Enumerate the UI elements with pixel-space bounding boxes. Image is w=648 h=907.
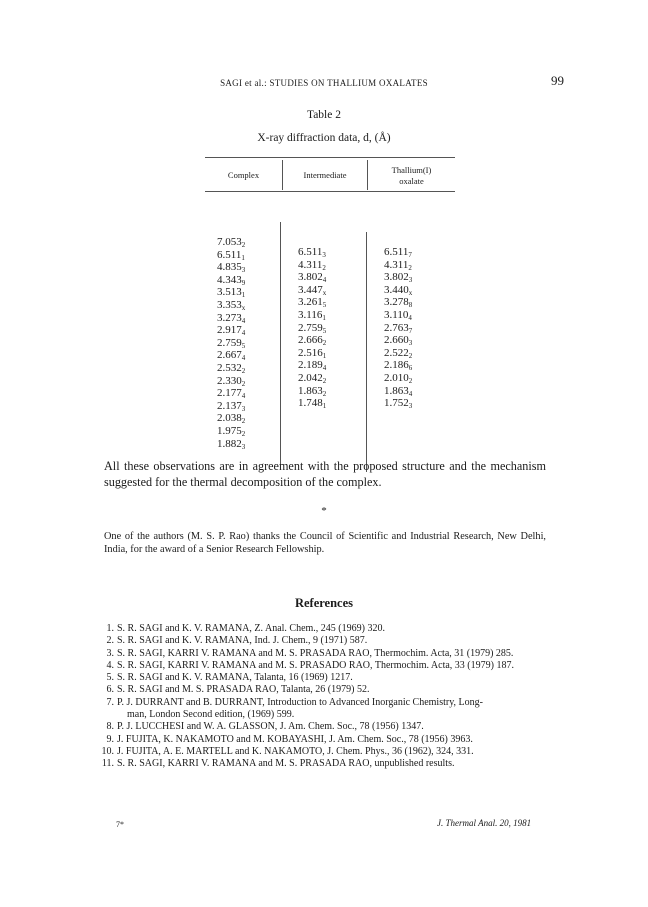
- reference-text: S. R. SAGI and K. V. RAMANA, Ind. J. Chem., 9 (1971) 587.: [117, 635, 368, 647]
- references-list: [101, 623, 554, 771]
- cell-value: 2.038: [217, 412, 242, 425]
- cell-value: 2.189: [298, 359, 323, 372]
- cell-value: 3.440: [384, 283, 409, 296]
- reference-text: P. J. DURRANT and B. DURRANT, Introduction to Advanced Inorganic Chemistry, Long-: [117, 696, 483, 708]
- reference-text: S. R. SAGI, KARRI V. RAMANA and M. S. PRASADO RAO, Thermochim. Acta, 33 (1979) 187.: [117, 659, 514, 671]
- table-header-rule: [205, 191, 455, 192]
- reference-number: 8.: [106, 721, 114, 733]
- table-cell: [384, 322, 412, 335]
- reference-number: 5.: [106, 672, 114, 684]
- cell-value: 2.137: [217, 399, 242, 412]
- cell-intensity: 5: [322, 301, 327, 310]
- acknowledgement: One of the authors (M. S. P. Rao) thanks the Council of Scientific and Industrial Research, New Delhi, India, for the award of a Senior Research Fellowship.: [104, 531, 546, 555]
- column-header-line: oxalate: [399, 176, 424, 186]
- footer-journal: J. Thermal Anal. 20, 1981: [437, 818, 532, 828]
- column-thallium-oxalate-values: [384, 246, 412, 410]
- table-cell: [217, 312, 245, 325]
- cell-intensity: 3: [408, 276, 413, 285]
- reference-text: J. FUJITA, K. NAKAMOTO and M. KOBAYASHI, J. Am. Chem. Soc., 78 (1956) 3963.: [117, 733, 473, 745]
- cell-value: 7.053: [217, 236, 242, 248]
- reference-number: 6.: [106, 684, 114, 696]
- cell-value: 4.311: [384, 258, 409, 271]
- cell-value: 2.763: [384, 321, 409, 334]
- table-cell: [217, 400, 245, 413]
- cell-value: 6.511: [384, 246, 409, 258]
- cell-value: 3.513: [217, 286, 242, 299]
- reference-text: P. J. LUCCHESI and W. A. GLASSON, J. Am. Chem. Soc., 78 (1956) 1347.: [117, 721, 424, 733]
- table-cell: [384, 309, 412, 322]
- body-paragraph: All these observations are in agreement with the proposed structure and the mechanism suggested for the thermal decomposition of the complex.: [104, 459, 546, 489]
- reference-number: 10.: [101, 745, 114, 757]
- table-cell: [384, 246, 412, 259]
- cell-value: 3.261: [298, 296, 323, 309]
- table-cell: [298, 334, 326, 347]
- cell-value: 1.863: [298, 384, 323, 397]
- cell-intensity: 2: [241, 241, 246, 249]
- table-cell: [217, 375, 245, 388]
- cell-intensity: 2: [322, 263, 326, 272]
- cell-intensity: 2: [241, 379, 246, 388]
- reference-number: 3.: [106, 647, 114, 659]
- table-cell: [298, 246, 326, 259]
- reference-text: S. R. SAGI, KARRI V. RAMANA and M. S. PRASADA RAO, Thermochim. Acta, 31 (1979) 285.: [117, 647, 514, 659]
- cell-value: 2.330: [217, 374, 242, 387]
- cell-intensity: 4: [322, 276, 327, 285]
- cell-intensity: 5: [241, 341, 246, 350]
- cell-intensity: x: [322, 288, 327, 297]
- reference-number: 2.: [106, 635, 114, 647]
- table-cell: [384, 296, 412, 309]
- cell-value: 1.975: [217, 424, 242, 437]
- cell-intensity: 4: [241, 354, 246, 363]
- table-cell: [217, 324, 245, 337]
- table-cell: [298, 309, 326, 322]
- table-cell: [298, 271, 326, 284]
- column-complex-values: [217, 236, 245, 450]
- cell-value: 4.835: [217, 261, 242, 274]
- cell-intensity: 4: [408, 313, 412, 322]
- table-cell: [298, 372, 326, 385]
- reference-item: [104, 648, 554, 660]
- cell-value: 3.802: [384, 271, 409, 284]
- page-number: 99: [551, 73, 564, 88]
- cell-value: 2.667: [217, 349, 242, 362]
- cell-intensity: 4: [241, 392, 246, 401]
- table-cell: [384, 385, 412, 398]
- cell-value: 3.116: [298, 308, 323, 321]
- footer-signature: 7*: [116, 820, 124, 829]
- reference-text: S. R. SAGI and M. S. PRASADA RAO, Talanta, 26 (1979) 52.: [117, 684, 370, 696]
- reference-text: S. R. SAGI, KARRI V. RAMANA and M. S. PRASADA RAO, unpublished results.: [117, 758, 455, 770]
- reference-number: 4.: [106, 659, 114, 671]
- cell-intensity: 2: [322, 389, 327, 398]
- reference-item: [104, 734, 554, 746]
- table-cell: [217, 249, 245, 262]
- table-caption: X-ray diffraction data, d, (Å): [257, 132, 391, 144]
- cell-intensity: 4: [322, 364, 327, 373]
- cell-intensity: 2: [408, 376, 413, 385]
- cell-value: 3.802: [298, 271, 323, 284]
- cell-value: 2.042: [298, 371, 323, 384]
- table-column-divider: [280, 222, 281, 464]
- table-cell: [384, 347, 412, 360]
- cell-intensity: 1: [322, 351, 327, 360]
- table-cell: [298, 296, 326, 309]
- reference-number: 7.: [106, 696, 114, 708]
- cell-value: 3.447: [298, 283, 323, 296]
- table-cell: [217, 412, 245, 425]
- table-cell: [298, 259, 326, 272]
- cell-value: 3.278: [384, 296, 409, 309]
- cell-intensity: 9: [241, 278, 246, 287]
- cell-value: 2.186: [384, 359, 409, 372]
- column-intermediate-values: [298, 246, 326, 410]
- column-header-line: Thallium(I): [391, 165, 432, 175]
- reference-item: [104, 672, 554, 684]
- column-header-thallium-oxalate: [368, 165, 455, 187]
- table-cell: [217, 274, 245, 287]
- table-cell: [384, 259, 412, 272]
- cell-value: 2.177: [217, 387, 242, 400]
- running-head: SAGI et al.: STUDIES ON THALLIUM OXALATES: [220, 78, 428, 88]
- references-heading: References: [294, 596, 354, 610]
- cell-intensity: 3: [241, 266, 246, 275]
- cell-value: 2.516: [298, 346, 323, 359]
- table-cell: [384, 334, 412, 347]
- cell-intensity: 2: [322, 339, 327, 348]
- section-separator: *: [321, 505, 327, 517]
- cell-intensity: 4: [408, 389, 413, 398]
- table-cell: [298, 284, 326, 297]
- cell-value: 1.748: [298, 397, 323, 410]
- cell-value: 3.353: [217, 298, 242, 311]
- reference-item: [104, 660, 554, 672]
- table-cell: [384, 271, 412, 284]
- cell-value: 6.511: [298, 246, 323, 258]
- table-cell: [298, 322, 326, 335]
- cell-value: 1.752: [384, 397, 409, 410]
- cell-intensity: 2: [408, 263, 412, 272]
- reference-text: J. FUJITA, A. E. MARTELL and K. NAKAMOTO, J. Chem. Phys., 36 (1962), 324, 331.: [117, 745, 474, 757]
- reference-item: [104, 635, 554, 647]
- cell-value: 1.863: [384, 384, 409, 397]
- cell-value: 2.759: [217, 336, 242, 349]
- cell-intensity: 2: [241, 429, 246, 438]
- reference-item: [104, 721, 554, 733]
- cell-intensity: 3: [241, 442, 246, 451]
- table-cell: [298, 385, 326, 398]
- cell-intensity: 1: [241, 253, 245, 262]
- table-title: Table 2: [306, 109, 341, 121]
- cell-intensity: 7: [408, 326, 413, 335]
- table-cell: [217, 299, 245, 312]
- table-cell: [217, 425, 245, 438]
- reference-text: S. R. SAGI and K. V. RAMANA, Talanta, 16 (1969) 1217.: [117, 672, 353, 684]
- cell-intensity: 7: [408, 251, 412, 259]
- reference-item: [101, 758, 554, 770]
- cell-intensity: 2: [241, 417, 246, 426]
- cell-intensity: 1: [241, 291, 246, 300]
- reference-number: 11.: [101, 758, 114, 770]
- cell-value: 4.343: [217, 273, 242, 286]
- cell-intensity: x: [408, 288, 413, 297]
- cell-value: 2.660: [384, 334, 409, 347]
- cell-value: 2.666: [298, 334, 323, 347]
- table-cell: [217, 387, 245, 400]
- table-column-divider: [366, 232, 367, 472]
- table-cell: [298, 359, 326, 372]
- cell-value: 4.311: [298, 258, 323, 271]
- reference-number: 9.: [106, 733, 114, 745]
- cell-intensity: 3: [408, 339, 413, 348]
- table-cell: [384, 372, 412, 385]
- reference-item: [104, 684, 554, 696]
- cell-intensity: 4: [241, 329, 246, 338]
- cell-value: 2.532: [217, 361, 242, 374]
- table-cell: [384, 397, 412, 410]
- table-cell: [298, 347, 326, 360]
- table-cell: [217, 261, 245, 274]
- cell-intensity: 6: [408, 364, 413, 373]
- cell-intensity: 2: [241, 366, 246, 375]
- cell-value: 2.522: [384, 346, 409, 359]
- cell-value: 1.882: [217, 437, 242, 450]
- cell-intensity: 4: [241, 316, 246, 325]
- cell-value: 3.110: [384, 308, 409, 321]
- cell-intensity: 2: [408, 351, 413, 360]
- table-cell: [384, 359, 412, 372]
- cell-value: 2.759: [298, 321, 323, 334]
- table-cell: [298, 397, 326, 410]
- table-cell: [217, 236, 245, 249]
- reference-item: [104, 623, 554, 635]
- cell-intensity: 3: [322, 251, 326, 259]
- cell-value: 3.273: [217, 311, 242, 324]
- table-cell: [217, 337, 245, 350]
- reference-number: 1.: [106, 623, 114, 634]
- table-cell: [217, 438, 245, 451]
- reference-item: [101, 745, 554, 758]
- reference-item: [104, 697, 554, 722]
- cell-intensity: 3: [241, 404, 246, 413]
- cell-intensity: x: [241, 303, 246, 312]
- column-header-complex: Complex: [227, 170, 260, 180]
- cell-intensity: 2: [322, 376, 327, 385]
- cell-intensity: 1: [322, 402, 327, 411]
- cell-value: 2.010: [384, 371, 409, 384]
- cell-intensity: 1: [322, 313, 326, 322]
- cell-value: 6.511: [217, 248, 242, 261]
- cell-intensity: 8: [408, 301, 413, 310]
- table-top-rule: [205, 157, 455, 158]
- table-cell: [217, 362, 245, 375]
- reference-text: S. R. SAGI and K. V. RAMANA, Z. Anal. Chem., 245 (1969) 320.: [117, 623, 385, 634]
- cell-intensity: 5: [322, 326, 327, 335]
- reference-continuation: man, London Second edition, (1969) 599.: [127, 709, 295, 721]
- column-header-intermediate: Intermediate: [303, 170, 347, 180]
- table-cell: [217, 349, 245, 362]
- cell-intensity: 3: [408, 402, 413, 411]
- table-cell: [217, 286, 245, 299]
- cell-value: 2.917: [217, 324, 242, 337]
- table-cell: [384, 284, 412, 297]
